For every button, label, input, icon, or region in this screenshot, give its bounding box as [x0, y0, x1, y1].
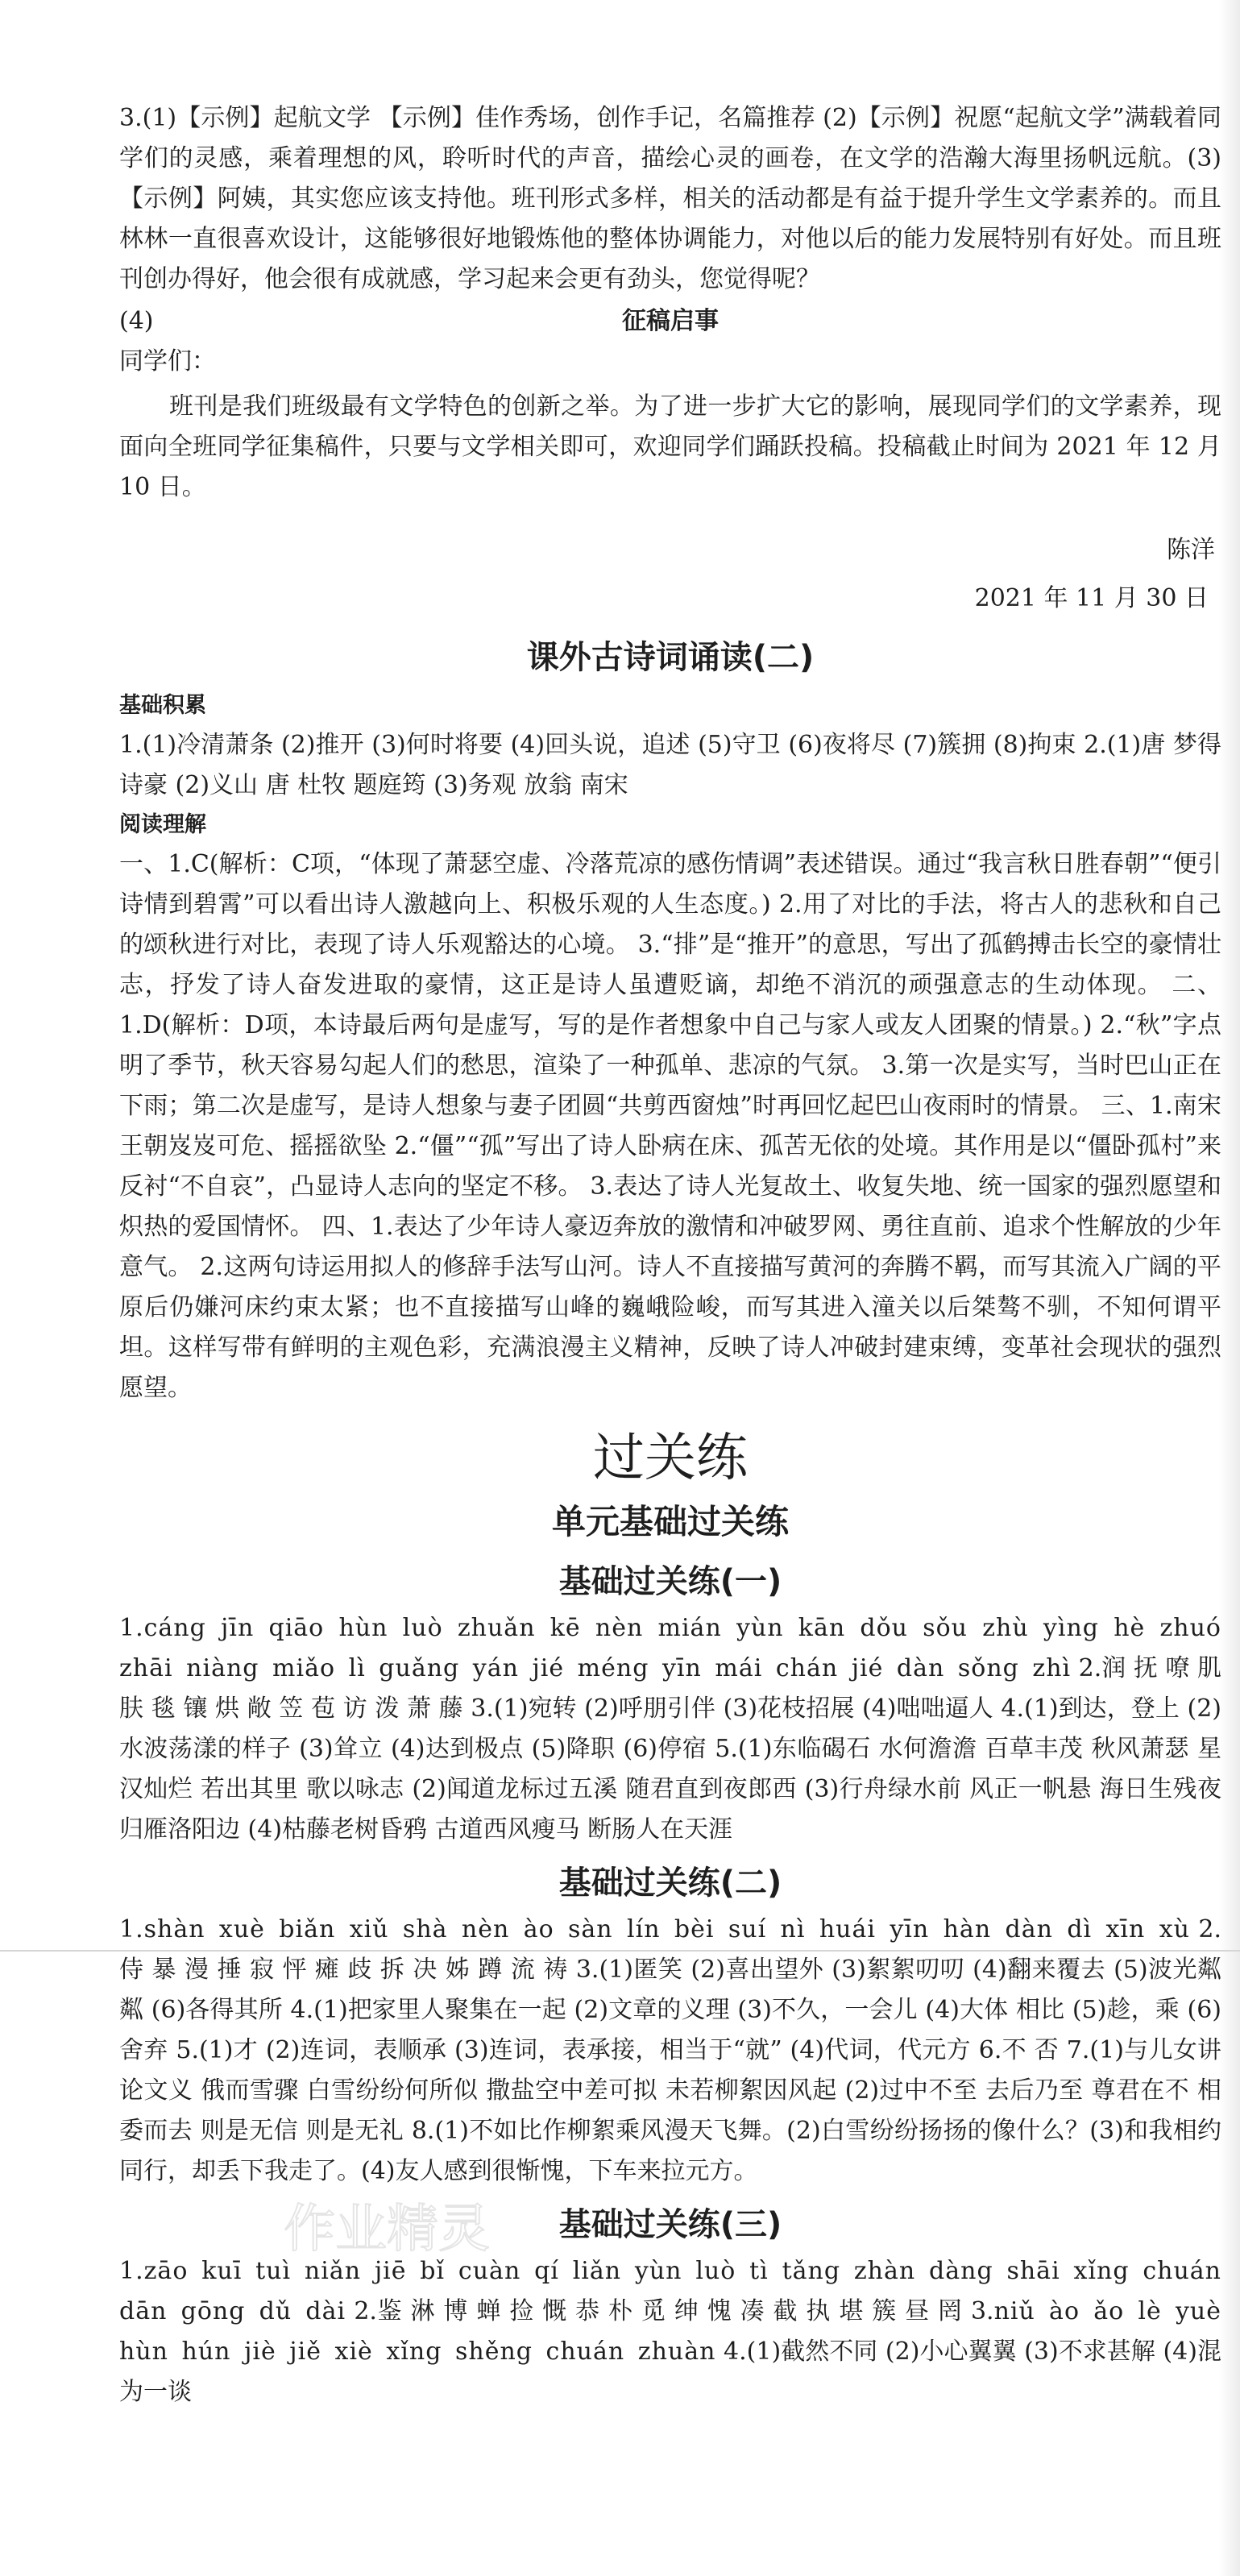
reading-text: 一、1.C(解析：C项，“体现了萧瑟空虚、冷落荒凉的感伤情调”表述错误。通过“我言秋日胜春朝”“便引诗情到碧霄”可以看出诗人激越向上、积极乐观的人生态度。) 2.用了对比的手法，将古人的悲秋和自己的颂秋进行对比，表现了诗人乐观豁达的心境。 3.“排”是“推开”的意思，写出了孤鹤搏击长空的豪情壮志，抒发了诗人奋发进取的豪情，这正是诗人虽遭贬谪，却绝不消沉的顽强意志的生动体现。 二、1.D(解析：D项，本诗最后两句是虚写，写的是作者想象中自己与家人或友人团聚的情景。) 2.“秋”字点明了季节，秋天容易勾起人们的愁思，渲染了一种孤单、悲凉的气氛。 3.第一次是实写，当时巴山正在下雨；第二次是虚写，是诗人想象与妻子团圆“共剪西窗烛”时再回忆起巴山夜雨时的情景。 三、1.南宋王朝岌岌可危、摇摇欲坠 2.“僵”“孤”写出了诗人卧病在床、孤苦无依的处境。其作用是以“僵卧孤村”来反衬“不自哀”，凸显诗人志向的坚定不移。 3.表达了诗人光复故土、收复失地、统一国家的强烈愿望和炽热的爱国情怀。 四、1.表达了少年诗人豪迈奔放的激情和冲破罗网、勇往直前、追求个性解放的少年意气。 2.这两句诗运用拟人的修辞手法写山河。诗人不直接描写黄河的奔腾不羁，而写其流入广阔的平原后仍嫌河床约束太紧；也不直接描写山峰的巍峨险峻，而写其进入潼关以后桀骜不驯，不知何谓平坦。这样写带有鲜明的主观色彩，充满浪漫主义精神，反映了诗人冲破封建束缚，变革社会现状的强烈愿望。 [119, 850, 1221, 1402]
exercise-1-rest: 2.润 抚 嘹 肌肤 毯 镶 烘 敞 笠 苞 访 泼 萧 藤 3.(1)宛转 (2)呼朋引伴 (3)花枝招展 (4)咄咄逼人 4.(1)到达，登上 (2)水波荡漾的样子 (3)耸立 (4)达到极点 (5)降职 (6)停宿 5.(1)东临碣石 水何澹澹 百草丰茂 秋风萧瑟 星汉灿烂 若出其里 歌以咏志 (2)闻道龙标过五溪 随君直到夜郎西 (3)行舟绿水前 风正一帆悬 海日生残夜 归雁洛阳边 (4)枯藤老树昏鸦 古道西风瘦马 断肠人在天涯 [119, 1654, 1221, 1844]
guoguan-title: 过关练 [593, 1429, 748, 1488]
exercise-3-pinyin-2: niǔ ào ǎo lè yuè hùn hún jiè jiě xiè xǐng shěng chuán zhuàn [119, 2297, 1221, 2366]
poetry-section-title: 课外古诗词诵读(二) [526, 639, 815, 676]
reading-label: 阅读理解 [119, 812, 206, 837]
exercise-2-rest: 2.侍 暴 漫 捶 寂 怦 瘫 歧 拆 决 姊 蹲 流 祷 3.(1)匿笑 (2)喜出望外 (3)絮絮叨叨 (4)翻来覆去 (5)波光粼粼 (6)各得其所 4.(1)把家里人聚集在一起 (2)文章的义理 (3)不久，一会儿 (4)大体 相比 (5)趁，乘 (6)舍弃 5.(1)才 (2)连词，表顺承 (3)连词，表承接，相当于“就” (4)代词，代元方 6.不 否 7.(1)与儿女讲论文义 俄而雪骤 白雪纷纷何所似 撒盐空中差可拟 未若柳絮因风起 (2)过中不至 去后乃至 尊君在不 相委而去 则是无信 则是无礼 8.(1)不如比作柳絮乘风漫天飞舞。(2)白雪纷纷扬扬的像什么？(3)和我相约同行，却丢下我走了。(4)友人感到很惭愧，下车来拉元方。 [119, 1915, 1221, 2185]
exercise-1-title: 基础过关练(一) [558, 1563, 782, 1600]
binding-gutter [1219, 0, 1240, 2576]
basics-label: 基础积累 [119, 693, 206, 718]
q4-label: (4) [119, 307, 154, 335]
notice-date: 2021 年 11 月 30 日 [974, 584, 1209, 612]
exercise-3-rest: 4.(1)截然不同 (2)小心翼翼 (3)不求甚解 (4)混为一谈 [119, 2337, 1221, 2406]
notice-signer: 陈洋 [1167, 536, 1215, 564]
answers-q3: 3.(1)【示例】起航文学 【示例】佳作秀场，创作手记，名篇推荐 (2)【示例】祝愿“起航文学”满载着同学们的灵感，乘着理想的风，聆听时代的声音，描绘心灵的画卷，在文学的浩瀚大海里扬帆远航。(3)【示例】阿姨，其实您应该支持他。班刊形式多样，相关的活动都是有益于提升学生文学素养的。而且林林一直很喜欢设计，这能够很好地锻炼他的整体协调能力，对他以后的能力发展特别有好处。而且班刊创办得好，他会很有成就感，学习起来会更有劲头，您觉得呢？ [119, 104, 1221, 293]
notice-body: 班刊是我们班级最有文学特色的创新之举。为了进一步扩大它的影响，展现同学们的文学素养，现面向全班同学征集稿件，只要与文学相关即可，欢迎同学们踊跃投稿。投稿截止时间为 2021 年 12 月 10 日。 [119, 392, 1221, 501]
notice-greeting: 同学们： [119, 347, 216, 375]
exercise-2-pinyin: 1.shàn xuè biǎn xiǔ shà nèn ào sàn lín bèi suí nì huái yīn hàn dàn dì xīn xù [119, 1915, 1190, 1943]
unit-title: 单元基础过关练 [551, 1502, 789, 1541]
exercise-2-text [119, 1910, 1221, 2192]
exercise-1-pinyin: 1.cáng jīn qiāo hùn luò zhuǎn kē nèn mián yùn kān dǒu sǒu zhù yìng hè zhuó zhāi niàng miǎo lì guǎng yán jié méng yīn mái chán jié dàn sǒng zhì [119, 1614, 1221, 1682]
exercise-3-title: 基础过关练(三) [558, 2206, 782, 2243]
exercise-1-text [119, 1608, 1221, 1850]
exercise-3-pinyin-1: 1.zāo kuī tuì niǎn jiē bǐ cuàn qí liǎn yùn luò tì tǎng zhàn dàng shāi xǐng chuán dān gōng dǔ dài [119, 2257, 1221, 2325]
poetry-section [119, 628, 1221, 1408]
exercise-3-q3-label: 3. [970, 2297, 994, 2325]
exercise-3-chars: 2.鉴 淋 博 蝉 捡 慨 恭 朴 觅 绅 愧 凑 截 执 堪 簇 昼 罔 [354, 2297, 963, 2325]
watermark-text: 作业精灵 [284, 2200, 490, 2259]
notice-title: 征稿启事 [622, 307, 719, 335]
answer-column [119, 98, 1221, 2412]
notice [119, 301, 1221, 619]
exercise-2-title: 基础过关练(二) [558, 1865, 782, 1902]
watermark-logo [266, 2184, 508, 2272]
basics-text: 1.(1)冷清萧条 (2)推开 (3)何时将要 (4)回头说，追述 (5)守卫 (6)夜将尽 (7)簇拥 (8)拘束 2.(1)唐 梦得 诗豪 (2)义山 唐 杜牧 题庭筠 (3)务观 放翁 南宋 [119, 731, 1221, 799]
exercise-3-text [119, 2251, 1221, 2412]
